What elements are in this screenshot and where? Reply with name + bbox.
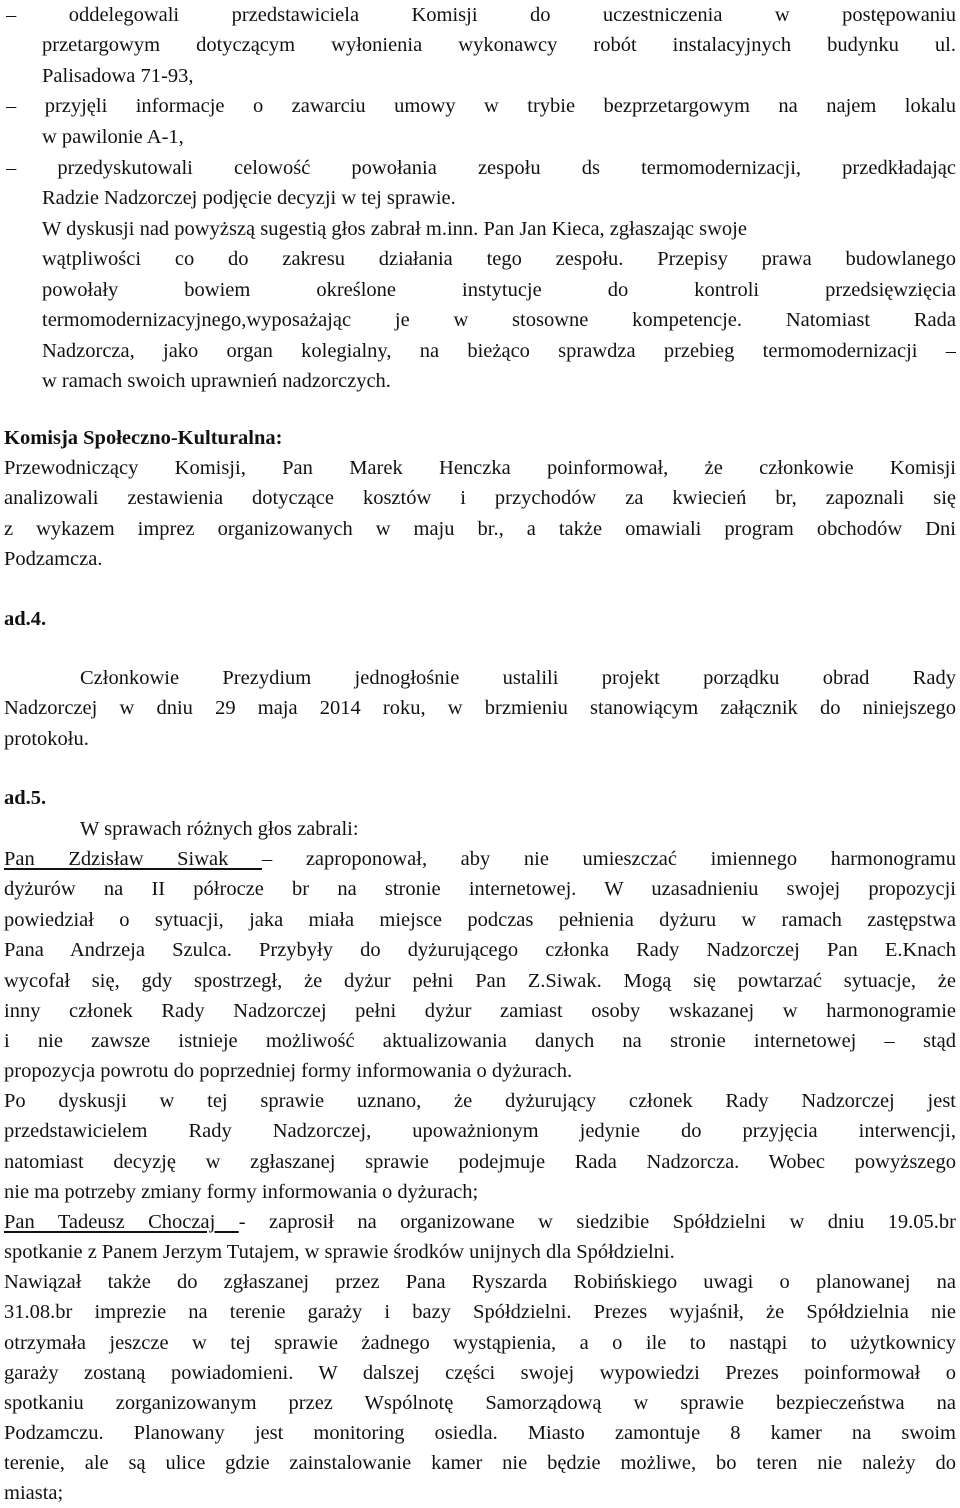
text-line <box>4 905 956 935</box>
text-line <box>6 91 956 121</box>
text-line <box>4 1056 572 1086</box>
text-line <box>80 814 359 844</box>
text-line <box>4 966 956 996</box>
text-line <box>4 483 956 513</box>
text-run: – <box>6 157 17 179</box>
text-line <box>42 305 956 335</box>
text-run: inny członek Rady Nadzorczej pełni dyżur zamiast osoby wskazanej w harmonogramie <box>4 1000 956 1022</box>
text-run: termomodernizacyjnego,wyposażając je w stosowne kompetencje. Natomiast Rada <box>42 309 956 331</box>
text-run: Pan Jan Kieca, zgłaszając swoje <box>478 218 747 240</box>
text-line <box>4 996 956 1026</box>
text-line <box>42 122 184 152</box>
text-run: – zaproponował, aby nie umieszczać imiennego harmonogramu <box>261 848 956 870</box>
text-line <box>4 1448 956 1478</box>
text-line <box>4 1358 956 1388</box>
text-run: natomiast decyzję w zgłaszanej sprawie podejmuje Rada Nadzorcza. Wobec powyższego <box>4 1151 956 1173</box>
text-run: oddelegowali przedstawiciela Komisji do uczestniczenia w postępowaniu <box>16 4 956 26</box>
text-run: terenie, ale są ulice gdzie zainstalowanie kamer nie będzie możliwe, bo teren nie należy do <box>4 1452 956 1474</box>
text-line <box>4 1116 956 1146</box>
text-line <box>4 1478 63 1508</box>
text-line <box>4 844 956 874</box>
text-run: spotkaniu zorganizowanym przez Wspólnotę Samorządową w sprawie bezpieczeństwa na <box>4 1392 956 1414</box>
text-run: ad.4. <box>4 608 47 630</box>
text-run: spotkanie z Panem Jerzym Tutajem, w sprawie środków unijnych dla Spółdzielni. <box>4 1241 675 1263</box>
text-run: z wykazem imprez organizowanych w maju br., a także omawiali program obchodów Dni <box>4 518 956 540</box>
text-run: propozycja powrotu do poprzedniej formy informowania o dyżurach. <box>4 1060 573 1082</box>
text-line <box>4 935 956 965</box>
text-run: ad.5. <box>4 787 47 809</box>
text-line <box>4 874 956 904</box>
underlined-name: Pan Tadeusz Choczaj <box>4 1211 239 1233</box>
text-line <box>4 453 956 483</box>
text-line <box>42 214 747 244</box>
text-line <box>4 1026 956 1056</box>
text-line <box>4 1207 956 1237</box>
text-line <box>4 423 282 453</box>
text-line <box>42 244 956 274</box>
text-run: przyjęli informacje o zawarciu umowy w trybie bezprzetargowym na najem lokalu <box>16 95 956 117</box>
text-line <box>4 1297 956 1327</box>
text-run: W dyskusji nad powyższą sugestią głos zabrał m.inn. <box>42 218 479 240</box>
text-run: - zaprosił na organizowane w siedzibie Spółdzielni w dniu 19.05.br <box>238 1211 956 1233</box>
text-run: powołały bowiem określone instytucje do kontroli przedsięwzięcia <box>42 279 956 301</box>
text-run: Nadzorczej w dniu 29 maja 2014 roku, w brzmieniu stanowiącym załącznik do niniejszego <box>4 697 956 719</box>
text-run: miasta; <box>4 1482 64 1504</box>
text-run: W sprawach różnych głos zabrali: <box>80 818 359 840</box>
text-line <box>42 30 956 60</box>
text-run: przedstawicielem Rady Nadzorczej, upoważnionym jedynie do przyjęcia interwencji, <box>4 1120 956 1142</box>
text-line <box>4 1177 478 1207</box>
text-run: analizowali zestawienia dotyczące kosztów i przychodów za kwiecień br, zapoznali się <box>4 487 956 509</box>
text-run: Członkowie Prezydium jednogłośnie ustalili projekt porządku obrad Rady <box>80 667 956 689</box>
text-line <box>4 1237 675 1267</box>
text-line <box>42 183 456 213</box>
text-run: i nie zawsze istnieje możliwość aktualizowania danych na stronie internetowej – stąd <box>4 1030 956 1052</box>
text-run: Komisja Społeczno-Kulturalna: <box>4 427 283 449</box>
text-run: przedyskutowali celowość powołania zespołu ds termomodernizacji, przedkładając <box>16 157 956 179</box>
text-run: Nawiązał także do zgłaszanej przez Pana Ryszarda Robińskiego uwagi o planowanej na <box>4 1271 956 1293</box>
text-run: garaży zostaną powiadomieni. W dalszej części swojej wypowiedzi Prezes poinformował o <box>4 1362 956 1384</box>
text-run: powiedział o sytuacji, jaka miała miejsce podczas pełnienia dyżuru w ramach zastępstwa <box>4 909 956 931</box>
text-line <box>4 1086 956 1116</box>
text-run: – <box>6 95 17 117</box>
text-line <box>4 1328 956 1358</box>
text-run: protokołu. <box>4 728 89 750</box>
text-line <box>42 366 391 396</box>
text-run: wycofał się, gdy spostrzegł, że dyżur pełni Pan Z.Siwak. Mogą się powtarzać sytuacje, że <box>4 970 956 992</box>
text-line <box>4 693 956 723</box>
text-line <box>4 1388 956 1418</box>
text-line <box>6 0 956 30</box>
text-line <box>4 783 46 813</box>
text-line <box>4 1267 956 1297</box>
text-run: Palisadowa 71-93, <box>42 65 194 87</box>
text-run: wątpliwości co do zakresu działania tego zespołu. Przepisy prawa budowlanego <box>42 248 956 270</box>
text-line <box>80 663 956 693</box>
text-line <box>4 514 956 544</box>
text-line <box>6 153 956 183</box>
text-line <box>4 544 102 574</box>
text-run: Przewodniczący Komisji, Pan Marek Henczka poinformował, że członkowie Komisji <box>4 457 956 479</box>
text-run: – <box>6 4 17 26</box>
text-run: dyżurów na II półrocze br na stronie internetowej. W uzasadnieniu swojej propozycji <box>4 878 956 900</box>
text-run: Radzie Nadzorczej podjęcie decyzji w tej sprawie. <box>42 187 456 209</box>
text-run: Podzamczu. Planowany jest monitoring osiedla. Miasto zamontuje 8 kamer na swoim <box>4 1422 956 1444</box>
text-line <box>4 1418 956 1448</box>
text-run: Pana Andrzeja Szulca. Przybyły do dyżurującego członka Rady Nadzorczej Pan E.Knach <box>4 939 956 961</box>
text-line <box>4 1147 956 1177</box>
underlined-name: Pan Zdzisław Siwak <box>4 848 262 870</box>
text-run: w ramach swoich uprawnień nadzorczych. <box>42 370 391 392</box>
text-run: Podzamcza. <box>4 548 103 570</box>
text-run: przetargowym dotyczącym wyłonienia wykonawcy robót instalacyjnych budynku ul. <box>42 34 956 56</box>
text-run: nie ma potrzeby zmiany formy informowania o dyżurach; <box>4 1181 479 1203</box>
text-run: Nadzorcza, jako organ kolegialny, na bieżąco sprawdza przebieg termomodernizacji – <box>42 340 956 362</box>
text-run: Po dyskusji w tej sprawie uznano, że dyżurujący członek Rady Nadzorczej jest <box>4 1090 956 1112</box>
text-run: 31.08.br imprezie na terenie garaży i bazy Spółdzielni. Prezes wyjaśnił, że Spółdzielnia nie <box>4 1301 956 1323</box>
text-line <box>42 61 193 91</box>
text-line <box>4 604 46 634</box>
text-run: w pawilonie A-1, <box>42 126 184 148</box>
text-line <box>4 724 89 754</box>
text-run: otrzymała jeszcze w tej sprawie żadnego wystąpienia, a o ile to nastąpi to użytkownicy <box>4 1332 956 1354</box>
text-line <box>42 275 956 305</box>
text-line <box>42 336 956 366</box>
